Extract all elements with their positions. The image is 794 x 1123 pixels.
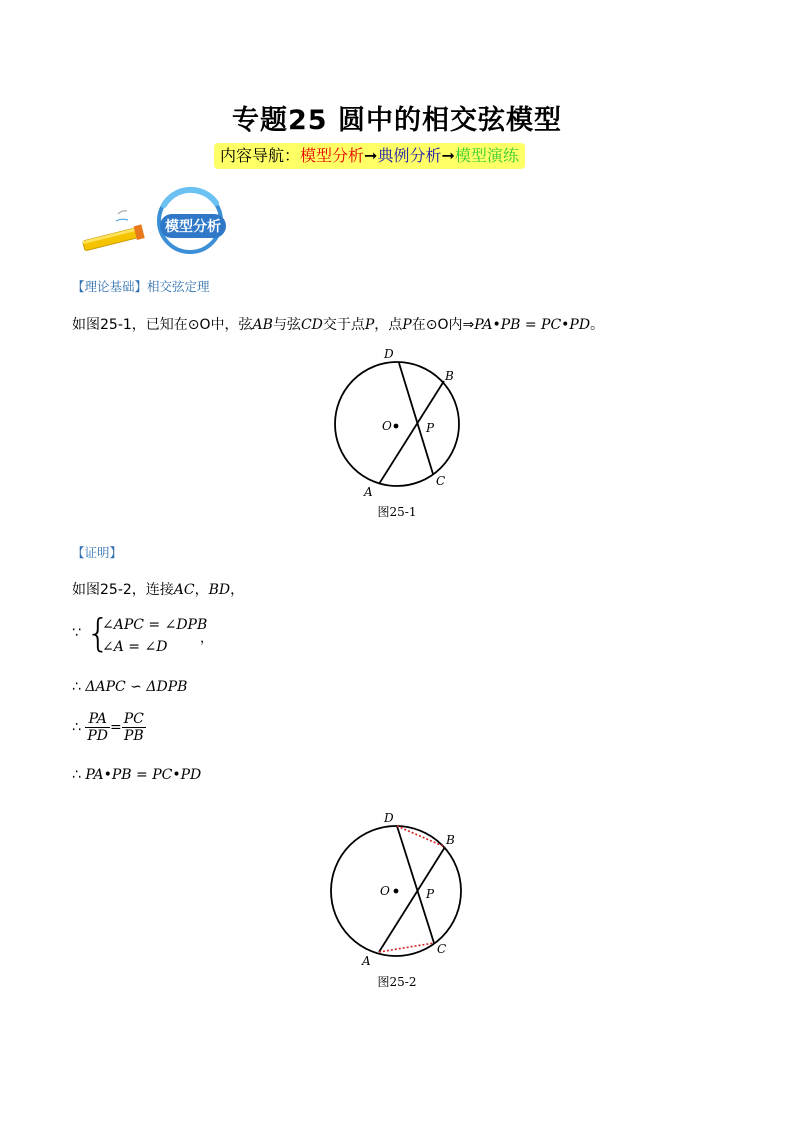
model-analysis-badge xyxy=(80,183,240,255)
fraction-numerator: PC xyxy=(123,711,144,727)
figure-25-2 xyxy=(318,812,478,972)
figure-25-1 xyxy=(320,345,480,505)
intersecting-chords-with-connections-diagram xyxy=(318,812,478,972)
therefore-symbol: ∴ xyxy=(72,767,81,783)
statement-text: 。 xyxy=(590,317,605,333)
condition-angle-apc: ∠APC = ∠DPB xyxy=(102,617,208,633)
statement-text: ，点 xyxy=(374,317,403,333)
nav-item-model-practice[interactable]: 模型演练 xyxy=(454,146,519,165)
label-p: P xyxy=(426,421,435,435)
theory-heading: 【理论基础】相交弦定理 xyxy=(72,279,210,294)
dotted-segment-db xyxy=(397,826,445,847)
statement-text: 与弦 xyxy=(272,317,301,333)
badge-label: 模型分析 xyxy=(165,219,221,235)
fraction-pc-pb xyxy=(122,711,146,744)
proof-text: 如图25-2，连接 xyxy=(72,582,174,598)
label-c: C xyxy=(437,942,447,956)
chord-ab: AB xyxy=(252,317,273,333)
label-d: D xyxy=(384,347,394,361)
segment-ac: AC xyxy=(173,582,195,598)
point-p: P xyxy=(402,317,412,333)
chord-dc xyxy=(397,826,434,943)
fraction-denominator: PD xyxy=(87,728,109,744)
segment-bd: BD xyxy=(208,582,231,598)
fraction-numerator: PA xyxy=(85,711,110,728)
statement-text: 交于点 xyxy=(322,317,365,333)
equals-sign: = xyxy=(110,719,122,736)
nav-prefix: 内容导航： xyxy=(220,146,301,165)
nav-item-model-analysis[interactable]: 模型分析 xyxy=(300,146,365,165)
statement-text: 如图25-1，已知在⊙O中，弦 xyxy=(72,317,253,333)
condition-angle-a: ∠A = ∠D xyxy=(102,639,168,655)
proof-heading: 【证明】 xyxy=(72,545,123,560)
figure-2-caption: 图25-2 xyxy=(377,975,417,989)
similar-triangles: ΔAPC ∽ ΔDPB xyxy=(85,679,188,695)
label-o: O xyxy=(380,884,390,898)
center-dot xyxy=(394,889,399,894)
label-o: O xyxy=(382,419,392,433)
final-conclusion: PA•PB = PC•PD xyxy=(85,767,202,783)
proof-line-1 xyxy=(72,579,244,599)
fraction-denominator: PB xyxy=(123,728,144,744)
nav-arrow: ➞ xyxy=(441,146,455,165)
proof-similar-line xyxy=(72,679,187,695)
therefore-symbol: ∴ xyxy=(72,719,81,736)
proof-final-line xyxy=(72,767,201,783)
figure-1-caption: 图25-1 xyxy=(377,505,417,519)
proof-text: ， xyxy=(194,582,209,598)
nav-item-example-analysis[interactable]: 典例分析 xyxy=(377,146,442,165)
point-p: P xyxy=(364,317,375,333)
statement-text: 在⊙O内⇒ xyxy=(411,317,475,333)
left-brace: { xyxy=(86,611,111,655)
dotted-segment-ac xyxy=(379,943,434,952)
label-a: A xyxy=(362,954,371,968)
proof-text: ， xyxy=(200,631,214,646)
label-c: C xyxy=(436,474,446,488)
fraction-pa-pd xyxy=(85,711,110,744)
theorem-conclusion: PA•PB = PC•PD xyxy=(474,317,591,333)
label-p: P xyxy=(426,887,435,901)
therefore-symbol: ∴ xyxy=(72,679,81,695)
chord-cd: CD xyxy=(300,317,323,333)
proof-conditions xyxy=(72,611,272,661)
center-dot xyxy=(394,424,399,429)
content-navigation xyxy=(214,143,525,169)
label-b: B xyxy=(445,369,454,383)
label-b: B xyxy=(446,833,455,847)
chord-ab xyxy=(379,847,445,952)
label-d: D xyxy=(384,812,394,825)
because-symbol: ∵ xyxy=(72,625,81,641)
chord-dc xyxy=(399,363,433,474)
intersecting-chords-diagram xyxy=(320,345,480,505)
label-a: A xyxy=(364,485,373,499)
nav-arrow: ➞ xyxy=(364,146,378,165)
proof-text: ， xyxy=(230,582,245,598)
page-title: 专题25 圆中的相交弦模型 xyxy=(232,105,562,136)
proof-ratio-line xyxy=(72,711,146,744)
theorem-statement xyxy=(72,314,604,334)
